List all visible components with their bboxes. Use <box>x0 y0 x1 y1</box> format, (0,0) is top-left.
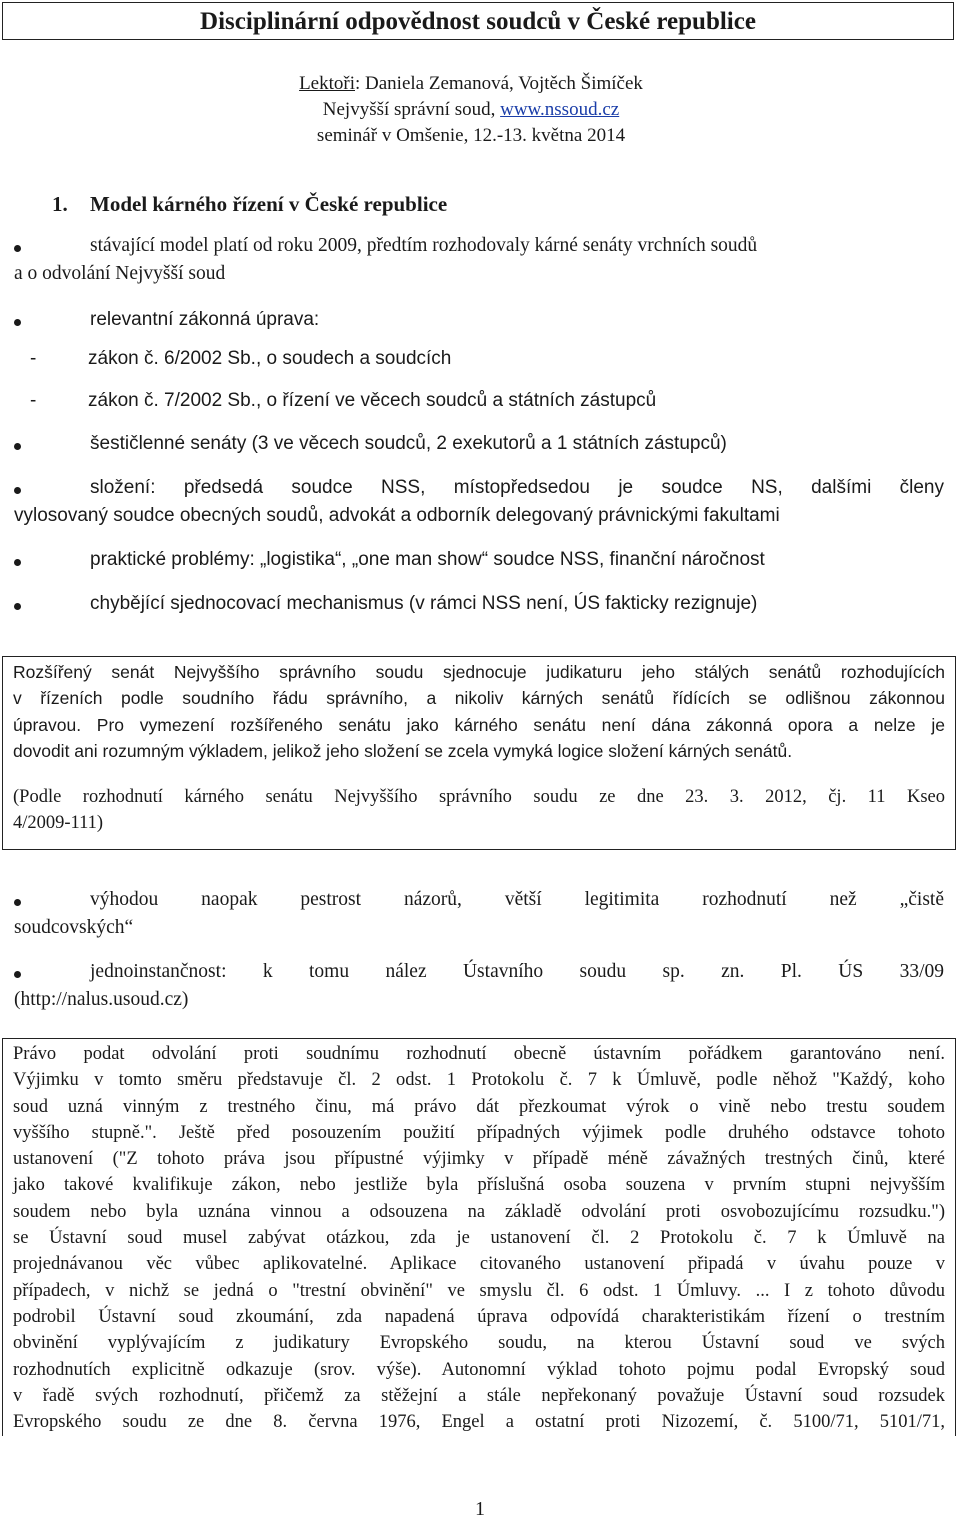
quote-line: soud uzná vinným z trestného činu, má právo dát přezkoumat výrok o vině nebo trestu soudem <box>13 1096 945 1117</box>
seminar-line: seminář v Omšenie, 12.-13. května 2014 <box>316 125 626 146</box>
quote-line: se Ústavní soud musel zabývat otázkou, zda je ustanovení čl. 2 Protokolu č. 7 k Úmluvě na <box>13 1228 945 1249</box>
quote-line: ustanovení ("Z tohoto práva jsou přípustné výjimky v případě méně závažných trestných činů, které <box>13 1149 945 1170</box>
court-line <box>0 98 942 122</box>
quote-line: obvinění vyplývajícím z judikatury Evropského soudu, na kterou Ústavní soud ve svých <box>13 1333 945 1354</box>
document-title: Disciplinární odpovědnost soudců v České republice <box>2 2 954 40</box>
bullet-dot-icon <box>14 487 21 494</box>
quote-line: vyššího stupně.". Ještě před posouzením použití případných výjimek podle druhého odstavce tohoto <box>13 1122 945 1143</box>
quote-line: Evropského soudu ze dne 8. června 1976, Engel a ostatní proti Nizozemí, č. 5100/71, 5101/71, <box>13 1412 945 1433</box>
bullet-dot-icon <box>14 319 21 326</box>
quote-line: 4/2009-111) <box>13 813 104 834</box>
quote-citation <box>13 784 945 837</box>
bullet-item <box>14 474 944 530</box>
bullet-text: výhodou naopak pestrost názorů, větší legitimita rozhodnutí než „čistě <box>90 889 944 910</box>
bullet-item <box>14 546 944 574</box>
bullet-dot-icon <box>14 603 21 610</box>
quote-line: jako takové kvalifikuje zákon, nebo jestliže byla příslušná osoba souzena v prvním stupni nejvyšším <box>13 1175 945 1196</box>
bullet-item <box>14 958 944 1014</box>
bullet-item <box>14 886 944 942</box>
law-text: zákon č. 6/2002 Sb., o soudech a soudcích <box>88 348 452 369</box>
section-number: 1. <box>52 192 68 216</box>
bullet-text: relevantní zákonná úprava: <box>90 309 320 330</box>
bullet-text: složení: předsedá soudce NSS, místopředsedou je soudce NS, dalšími členy <box>90 477 944 498</box>
law-text: zákon č. 7/2002 Sb., o řízení ve věcech soudců a státních zástupců <box>88 390 657 411</box>
bullet-text: jednoinstančnost: k tomu nález Ústavního soudu sp. zn. Pl. ÚS 33/09 <box>90 961 944 982</box>
quote-line: v řízeních podle soudního řádu správního, a nikoliv kárných senátů řídících se odlišnou zákonnou <box>13 688 945 709</box>
quote-line: podrobil Ústavní soud zkoumání, zda napadená úprava odpovídá charakteristikám řízení o trestním <box>13 1306 945 1327</box>
quote-line: rozhodnutích explicitně odkazuje (srov. výše). Autonomní výklad tohoto pojmu podal Evropský soud <box>13 1359 945 1380</box>
law-list-item <box>30 390 656 412</box>
lecturers-line <box>0 72 942 96</box>
quote-line: Právo podat odvolání proti soudnímu rozhodnutí obecně ústavním pořádkem garantováno není. <box>13 1044 945 1064</box>
court-website-link[interactable]: www.nssoud.cz <box>500 99 620 120</box>
bullet-text-continued: soudcovských“ <box>14 917 134 938</box>
quote-line: úpravou. Pro vymezení rozšířeného senátu jako kárného senátu není dána zákonná opora a nelze je <box>13 714 945 735</box>
quote-line: (Podle rozhodnutí kárného senátu Nejvyššího správního soudu ze dne 23. 3. 2012, čj. 11 Kseo <box>13 787 945 808</box>
page-number: 1 <box>475 1498 485 1520</box>
bullet-text-continued: vylosovaný soudce obecných soudů, advokát a odborník delegovaný právnickými fakultami <box>14 505 780 526</box>
quote-paragraph <box>13 659 945 764</box>
court-text: Nejvyšší správní soud, <box>322 99 501 120</box>
bullet-item <box>14 590 944 618</box>
bullet-text: chybějící sjednocovací mechanismus (v rámci NSS není, ÚS fakticky rezignuje) <box>90 593 758 614</box>
quote-line: Rozšířený senát Nejvyššího správního soudu sjednocuje judikaturu jeho stálých senátů rozhodujících <box>13 662 945 682</box>
bullet-text: šestičlenné senáty (3 ve věcech soudců, 2 exekutorů a 1 státních zástupců) <box>90 433 727 454</box>
bullet-text: stávající model platí od roku 2009, předtím rozhodovaly kárné senáty vrchních soudů <box>90 235 758 256</box>
court-decision-quote <box>2 656 956 850</box>
bullet-text-continued: a o odvolání Nejvyšší soud <box>14 263 226 284</box>
dash-marker: - <box>30 348 37 369</box>
quote-line: v řadě svých rozhodnutí, přičemž za stěžejní a stále nepřekonaný považuje Ústavní soud rozsudek <box>13 1385 945 1406</box>
dash-marker: - <box>30 390 37 411</box>
bullet-dot-icon <box>14 245 21 252</box>
bullet-text-continued: (http://nalus.usoud.cz) <box>14 989 189 1010</box>
bullet-item <box>14 430 944 458</box>
quote-line: dovodit ani rozumným výkladem, jelikož jeho složení se zcela vymyká logice složení kárných senátů. <box>13 740 793 761</box>
bullet-item <box>14 232 944 288</box>
section-heading-text: Model kárného řízení v České republice <box>90 192 448 216</box>
quote-line: Výjimku v tomto směru představuje čl. 2 odst. 1 Protokolu č. 7 k Úmluvě, podle něhož "Každý, koho <box>13 1070 945 1091</box>
bullet-text: praktické problémy: „logistika“, „one man show“ soudce NSS, finanční náročnost <box>90 549 765 570</box>
bullet-dot-icon <box>14 443 21 450</box>
constitutional-court-quote <box>2 1038 956 1436</box>
quote-line: soudem nebo byla uznána vinnou a odsouzena na základě odvolání proti osvobozujícímu rozsudku.") <box>13 1201 945 1222</box>
bullet-dot-icon <box>14 899 21 906</box>
law-list-item <box>30 348 451 370</box>
quote-line: projednávanou věc vůbec aplikovatelné. Aplikace citovaného ustanovení připadá v úvahu pouze v <box>13 1254 945 1275</box>
section-heading <box>52 192 447 217</box>
lecturers-names: : Daniela Zemanová, Vojtěch Šimíček <box>355 73 643 94</box>
quote-line: případech, v nichž se jedná o "trestní obvinění" ve smyslu čl. 6 odst. 1 Úmluvy. ... I z tohoto důvodu <box>13 1280 945 1301</box>
lecturers-label: Lektoři <box>299 73 355 94</box>
bullet-dot-icon <box>14 971 21 978</box>
bullet-item <box>14 306 944 334</box>
bullet-dot-icon <box>14 559 21 566</box>
